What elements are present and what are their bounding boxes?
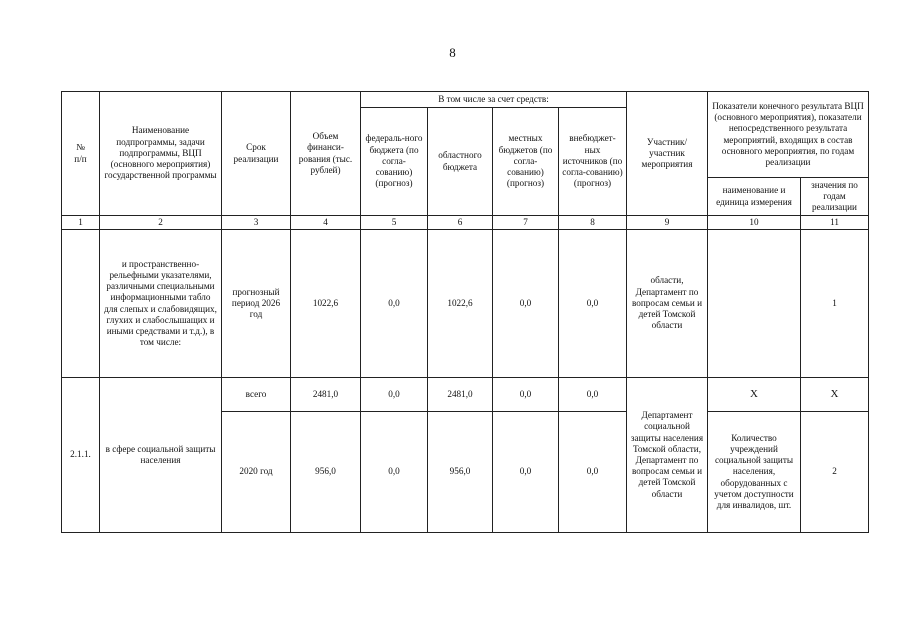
row-extra: 0,0 xyxy=(559,412,627,533)
col-number: 3 xyxy=(222,216,291,230)
header-extra: внебюджет-ных источников (по согла-сованию) (прогноз) xyxy=(559,108,627,216)
col-number: 5 xyxy=(361,216,428,230)
program-table xyxy=(61,91,869,533)
header-name: Наименование подпрограммы, задачи подпрограммы, ВЦП (основного мероприятия) государственной программы xyxy=(100,92,222,216)
row-num xyxy=(62,230,100,378)
header-federal: федераль-ного бюджета (по согла-сованию) (прогноз) xyxy=(361,108,428,216)
row-ind-name: X xyxy=(708,378,801,412)
row-ind-value: 2 xyxy=(801,412,869,533)
header-including: В том числе за счет средств: xyxy=(361,92,627,108)
col-number: 7 xyxy=(493,216,559,230)
header-regional: областного бюджета xyxy=(428,108,493,216)
header-participant: Участник/ участник мероприятия xyxy=(627,92,708,216)
table-row xyxy=(62,378,869,412)
header-term: Срок реализации xyxy=(222,92,291,216)
col-number: 10 xyxy=(708,216,801,230)
row-federal: 0,0 xyxy=(361,412,428,533)
header-ind-values: значения по годам реализации xyxy=(801,178,869,216)
row-ind-value: 1 xyxy=(801,230,869,378)
row-name: в сфере социальной защиты населения xyxy=(100,378,222,533)
row-regional: 956,0 xyxy=(428,412,493,533)
header-volume: Объем финанси-рования (тыс. рублей) xyxy=(291,92,361,216)
row-regional: 2481,0 xyxy=(428,378,493,412)
row-regional: 1022,6 xyxy=(428,230,493,378)
header-row-1 xyxy=(62,92,869,108)
col-number: 11 xyxy=(801,216,869,230)
row-local: 0,0 xyxy=(493,378,559,412)
row-term: прогнозный период 2026 год xyxy=(222,230,291,378)
table-row xyxy=(62,230,869,378)
col-number: 6 xyxy=(428,216,493,230)
header-num: № п/п xyxy=(62,92,100,216)
header-indicators: Показатели конечного результата ВЦП (основного мероприятия), показатели непосредственного результата мероприятий, входящих в состав основного мероприятия, по годам реализации xyxy=(708,92,869,178)
row-federal: 0,0 xyxy=(361,230,428,378)
row-local: 0,0 xyxy=(493,412,559,533)
row-participant: области, Департамент по вопросам семьи и детей Томской области xyxy=(627,230,708,378)
col-number: 9 xyxy=(627,216,708,230)
row-extra: 0,0 xyxy=(559,378,627,412)
col-number: 4 xyxy=(291,216,361,230)
header-ind-name: наименование и единица измерения xyxy=(708,178,801,216)
page-number: 8 xyxy=(449,45,456,60)
row-term: 2020 год xyxy=(222,412,291,533)
row-term: всего xyxy=(222,378,291,412)
col-number: 2 xyxy=(100,216,222,230)
row-volume: 956,0 xyxy=(291,412,361,533)
row-volume: 1022,6 xyxy=(291,230,361,378)
row-ind-value: X xyxy=(801,378,869,412)
row-participant: Департамент социальной защиты населения Томской области, Департамент по вопросам семьи и детей Томской области xyxy=(627,378,708,533)
row-ind-name xyxy=(708,230,801,378)
col-number: 8 xyxy=(559,216,627,230)
row-federal: 0,0 xyxy=(361,378,428,412)
row-num: 2.1.1. xyxy=(62,378,100,533)
row-ind-name: Количество учреждений социальной защиты населения, оборудованных с учетом доступности для инвалидов, шт. xyxy=(708,412,801,533)
row-local: 0,0 xyxy=(493,230,559,378)
column-index-row xyxy=(62,216,869,230)
row-extra: 0,0 xyxy=(559,230,627,378)
header-local: местных бюджетов (по согла-сованию) (прогноз) xyxy=(493,108,559,216)
row-volume: 2481,0 xyxy=(291,378,361,412)
col-number: 1 xyxy=(62,216,100,230)
row-name: и пространственно-рельефными указателями, различными специальными информационными табло для слепых и слабовидящих, глухих и слабослышащих и иными средствами и т.д.), в том числе: xyxy=(100,230,222,378)
